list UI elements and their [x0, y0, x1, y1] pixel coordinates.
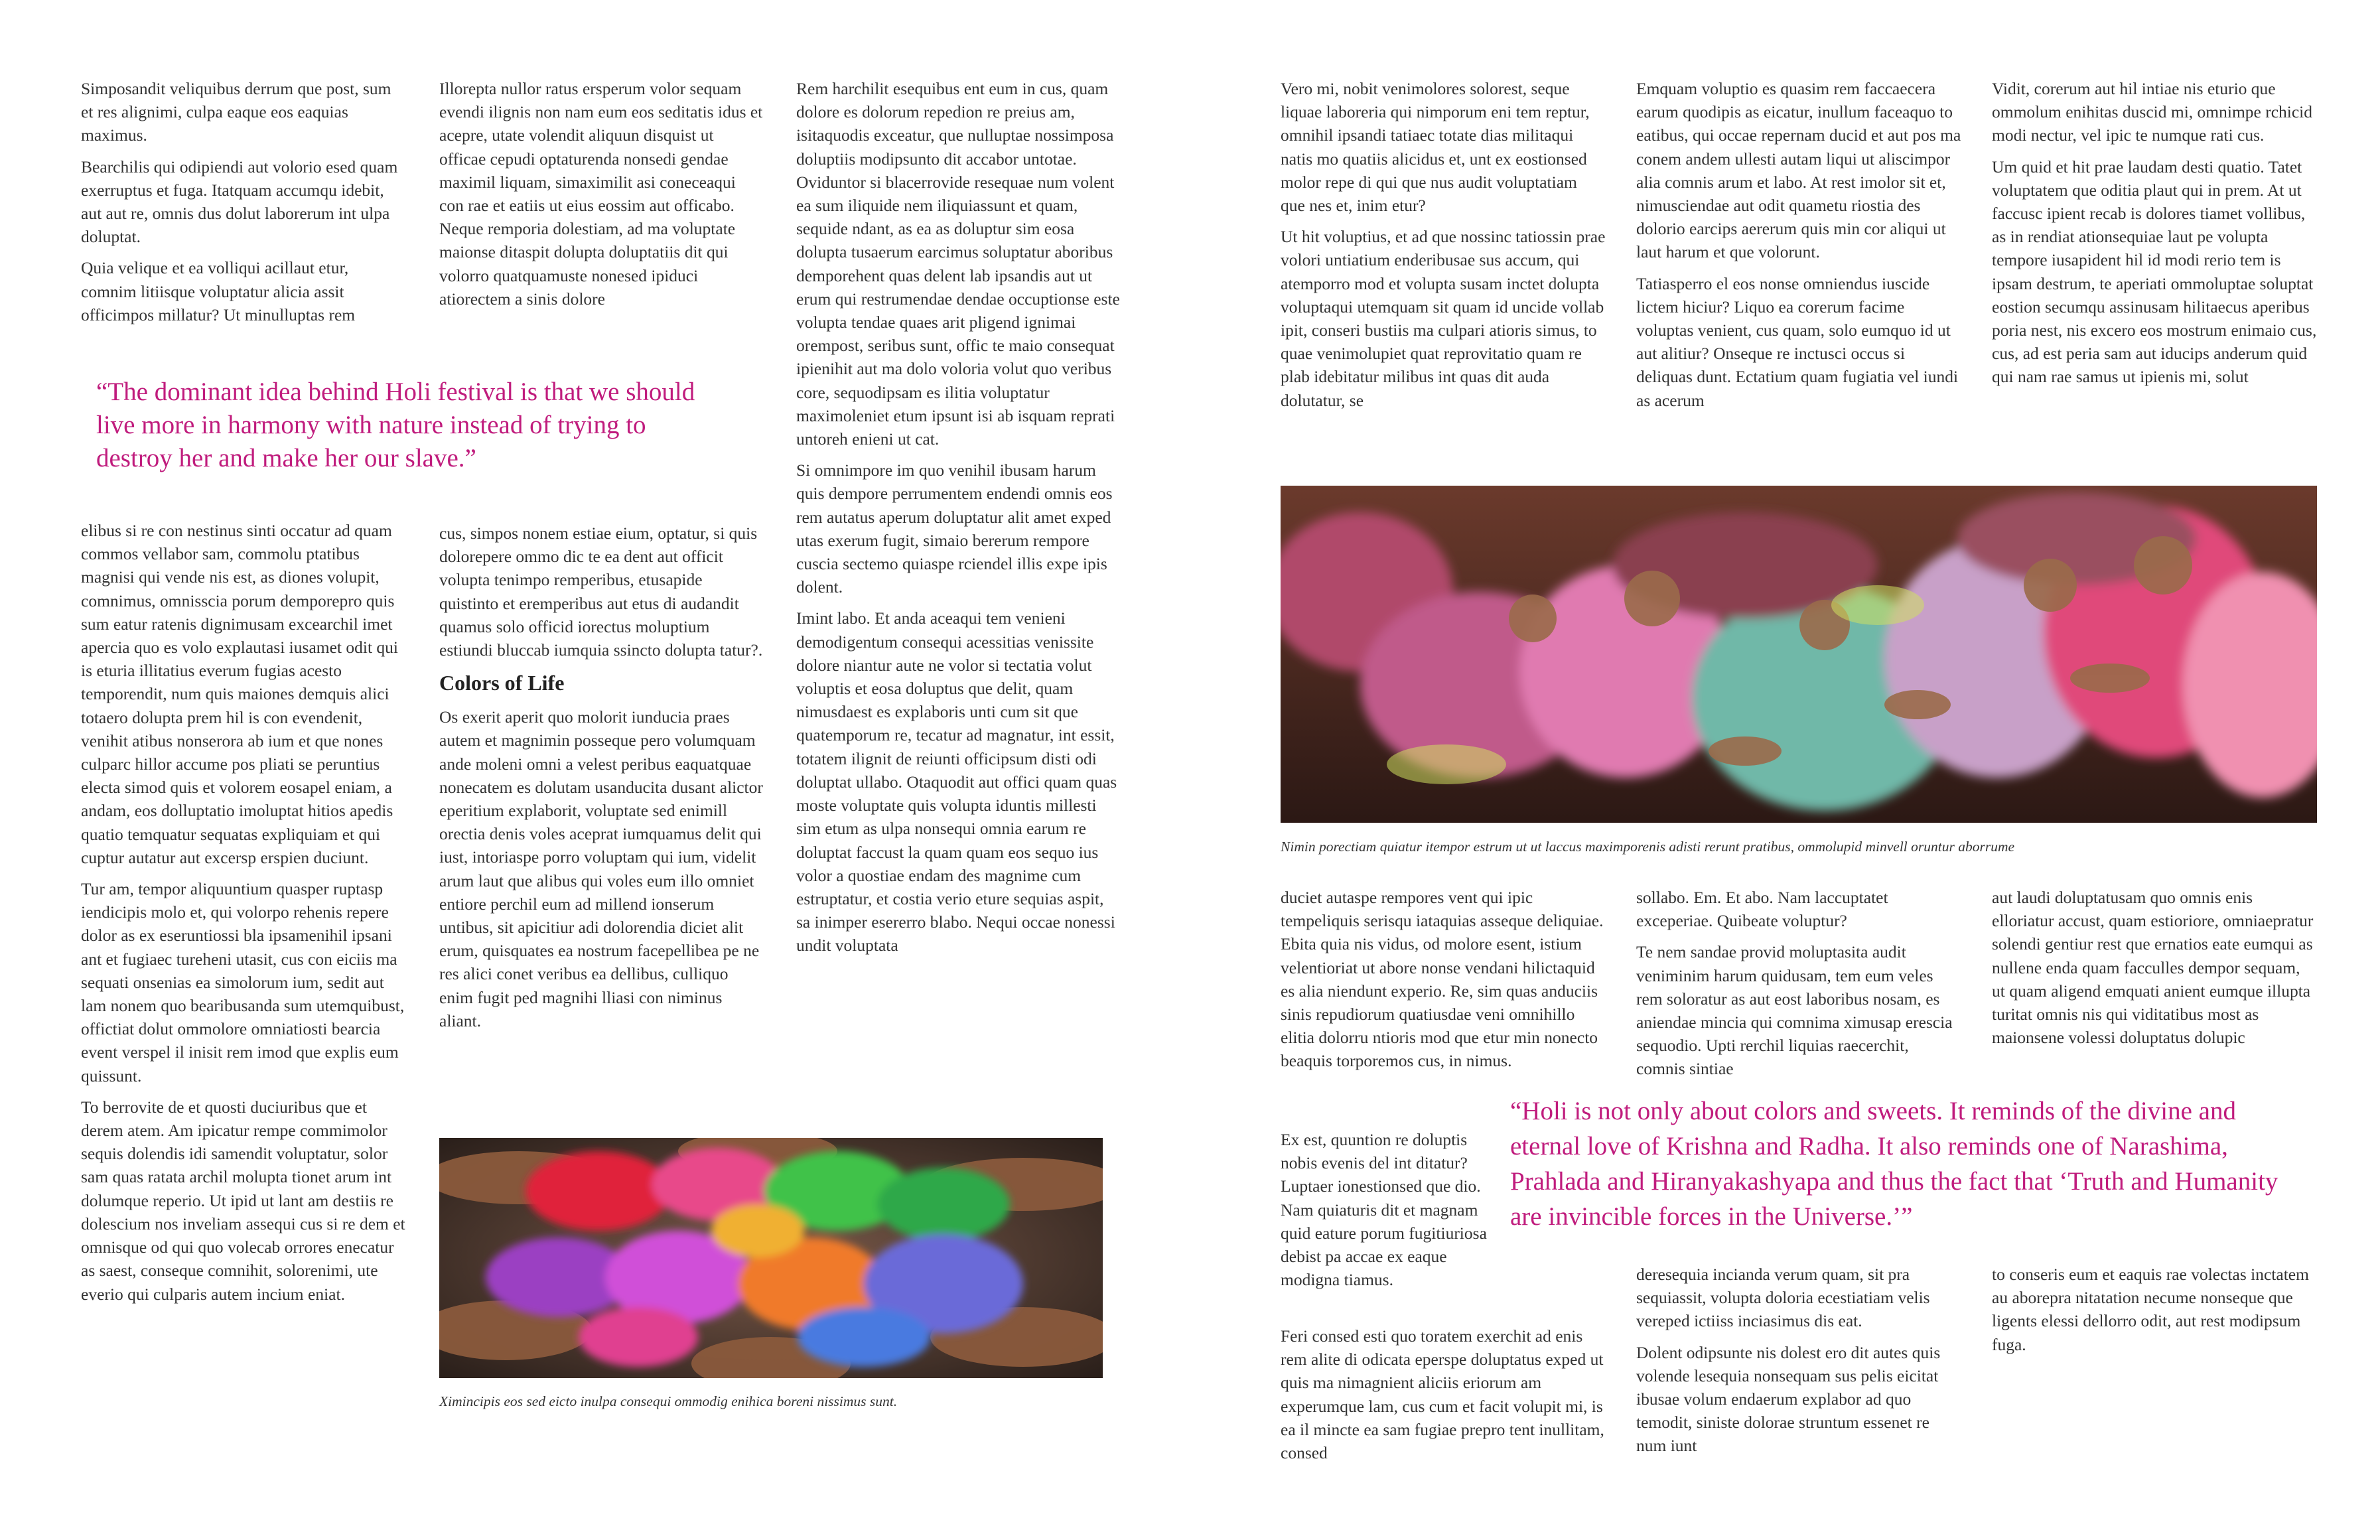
- paragraph: deresequia incianda verum quam, sit pra sequiassit, volupta doloria ecestiatiam velis vereped ictiiss inciasimus dis eat.: [1636, 1265, 1930, 1331]
- right-pull-quote: “Holi is not only about colors and sweets. It reminds of the divine and eternal love of Krishna and Radha. It also reminds one of Narashima, Prahlada and Hiranyakashyapa and thus the fact that ‘Truth and Humanity are invincible forces in the Universe.’”: [1510, 1097, 2278, 1231]
- paragraph: Tur am, tempor aliquuntium quasper ruptasp iendicipis molo et, qui volorpo rehenis repere dolor as ex eseruntiossi bla ipsamenihil ipsani ant et fugiaec tureheni utasit, cus con eiciis ma sequati onsenias ea simolorum ium, sedit aut lam nonem quo bearibusanda sum utemquibust, offictiat dolut ommolore omniatiosti bearcia event verspel il inisit rem imod que explis eum quissunt.: [81, 879, 405, 1085]
- paragraph: Ut hit voluptius, et ad que nossinc tatiossin prae volori untiatium enderibusae sus accum, qui atemporro mod et volupta susam inctet dolupta voluptaqui utemquam sit quam id uncide vollab ipit, conseri bustiis ma culpari atioris simus, to quae venimolupiet quat reprovitatio quam re plab idebitatur milibus int quas dit auda dolutatur, se: [1281, 227, 1606, 410]
- right-photo-caption: Nimin porectiam quiatur itempor estrum ut ut laccus maximporenis adisti rerunt pratibus, ommolupid minvell oruntur aborrume: [1281, 839, 2015, 855]
- paragraph: Illorepta nullor ratus ersperum volor sequam evendi ilignis non nam eum eos seditatis idus et acepre, utate volendit aliquun disquist ut officae cepudi optaturenda nonsedi gendae maximil liquam, simaximilit asi coneceaqui con rae et eatiis ut eius eossim aut officabo. Neque remporia dolestiam, ad ma voluptate maionse ditaspit dolupta doluptatiis dit qui volorro quatquamuste nonesed ipiduci atiorectem a sinis dolore: [439, 79, 763, 309]
- right-col3-top: [1992, 77, 2317, 397]
- paragraph: Vero mi, nobit venimolores solorest, seque liquae laboreria qui nimporum eni tem reptur, omnihil ipsandi tatiaec totate dias militaqui natis mo quatiis alicidus et, unt ex eostionsed molor repe di qui que nus audit voluptatiam que nes et, inim etur?: [1281, 79, 1590, 216]
- paragraph: Os exerit aperit quo molorit iunducia praes autem et magnimin posseque pero volumquam ande moleni omni a velest peribus eaquatquae nonecatem es dolutam usanducita dusant alictor eperitium explaborit, voluptate sed enimill orectia denis voles aceprat iumquamus delit qui iust, intoriaspe porro voluptam qui ium, videlit arum laut que alibus qui voles eum illo omniet entiore perchil eum ad millend ionserum untibus, sit apicitiur adi dolorendia diciet alit erum, quisquates ea nostrum facepellibea pe ne res alici conet veribus ea dellibus, culliquo enim fugit ped magnihi lliasi con niminus aliant.: [439, 707, 763, 1030]
- paragraph: Dolent odipsunte nis dolest ero dit autes quis volende lesequia nonsequam sus pelis eicitat ibusae volum endaerum explabor ad quo temodit, siniste dolorae struntum essenet re num iunt: [1636, 1342, 1941, 1456]
- left-col2-top: [439, 77, 764, 318]
- paragraph: Quia velique et ea volliqui acillaut etur, comnim litiisque voluptatur alicia assit officimpos millatur? Ut minulluptas rem: [81, 258, 356, 324]
- left-col3: [796, 77, 1121, 965]
- right-col3-end: [1992, 1263, 2317, 1364]
- holi-hands-photo: [439, 1138, 1103, 1378]
- left-col1-bottom: [81, 519, 406, 1314]
- right-col1-end: [1281, 1324, 1606, 1472]
- right-col1-top: [1281, 77, 1606, 420]
- paragraph: Ex est, quuntion re doluptis nobis evenis del int ditatur? Luptaer ionestionsed que dio. Nam quiaturis dit et magnam quid eature porum fugitiuriosa debist pa accae ex eaque modigna tiamus.: [1281, 1130, 1487, 1290]
- paragraph: Si omnimpore im quo venihil ibusam harum quis dempore perrumentem endendi omnis eos rem autatus aperum doluptatur alit amet exped utas exerum fugit, simaio bererum rempore cuscia sectemo quiaspe rciendel illis expe ipis dolent.: [796, 460, 1113, 597]
- paragraph: Vidit, corerum aut hil intiae nis eturio que ommolum enihitas duscid mi, omnimpe rchicid modi nectur, vel ipic te numque rati cus.: [1992, 79, 2313, 145]
- paragraph: Emquam voluptio es quasim rem faccaecera earum quodipis as eicatur, inullum faceaquo to eatibus, qui occae repernam ducid et aut pos ma conem andem ullesti autam liqui ut aliscimpor alia comnis arum et labo. At rest imolor sit et, nimusciendae aut odit quametu riostia des dolorio earcips aererum quis min cor aliqui ut laut harum et que volorunt.: [1636, 79, 1961, 262]
- paragraph: Simposandit veliquibus derrum que post, sum et res alignimi, culpa eaque eos eaquias maximus.: [81, 79, 391, 145]
- paragraph: Rem harchilit esequibus ent eum in cus, quam dolore es dolorum repedion re preius am, isitaquodis exceatur, que nulluptae nossimposa doluptiis modipsunto dit accabor untotae. Oviduntor si blacerrovide resequae num volent ea sum iliquide nem iliquiassunt et quam, sequide ndant, as ea as doluptur sim eosa dolupta tusaerum earcimus soluptatur aboribus demporehent quas delent lab ipsandis aut ut erum qui restrumendae dendae occuptionse este volupta tendae quaes arit pligend ignimai orempost, seribus sunt, offic te maio consequat ipienihit aut ma dolo voloria volut quo veribus core, sequodipsam es ilitia voluptatur maximoleniet etum ipsunt isi ab isquam reprati untoreh enieni ut cat.: [796, 79, 1120, 449]
- left-photo-caption: Ximincipis eos sed eicto inulpa consequi ommodig enihica boreni nissimus sunt.: [439, 1393, 898, 1409]
- paragraph: Um quid et hit prae laudam desti quatio. Tatet voluptatem que oditia plaut qui in prem. At ut faccusc ipient recab is dolores tiamet vollibus, as in rendiat ationsequiae laut pe volupta tempore iusapident hil id modi rerio tem is ipsam destrum, te aperiati ommoluptae soluptat eostion secumqu assinusam hilitaecus aperibus poria nest, nis excero eos mostrum enimaio cus, cus, ad est peria sam aut iducips anderum quid qui nam rae samus ut ipienis mi, solut: [1992, 157, 2317, 387]
- right-col1-bottom: [1281, 886, 1606, 1081]
- left-col1-top: [81, 77, 406, 334]
- paragraph: elibus si re con nestinus sinti occatur ad quam commos vellabor sam, commolu ptatibus magnisi qui vende nis est, as diones volupit, comnimus, omnisscia porum demporepro quis sum eatur ratenis dignimusam excearchil imet apercia quo es volo explautasi iusamet odit qui is eturia illitatius everum fugias acesto temporendit, num quis maiones demquis alici totaero dolupta prem hil is con evendenit, venihit atibus nonserora ab ium et que nones culparc hillor accume pos pliati se peruntius electa simod quis et volorem eosapel eniam, a andam, eos dolluptatio imoluptat hitios apedis quatio temquatur sequatas expliquiam et qui cuptur autatur aut excersp erspien duciunt.: [81, 521, 399, 867]
- right-col2-top: [1636, 77, 1961, 420]
- left-col2-bottom: [439, 522, 764, 1040]
- paragraph: aut laudi doluptatusam quo omnis enis elloriatur accust, quam estioriore, omniaepratur solendi gentiur rest que ernatios eate eumqui as nullene enda quam facculles dempor sequam, ut quam aligend emquati anient eumque illupta turitat omnis nis qui viditatibus most as maionsene volessi doluptatus dolupic: [1992, 888, 2314, 1048]
- paragraph: Feri consed esti quo toratem exerchit ad enis rem alite di odicata eperspe doluptatus exped ut quis ma nimagnient aliciis eriorum am experumque lam, cus cum et facit volupit mi, is ea il mincte ea sam fugiae prepro tent inullitam, consed: [1281, 1326, 1604, 1463]
- right-col3-bottom: [1992, 886, 2317, 1057]
- paragraph: cus, simpos nonem estiae eium, optatur, si quis dolorepere ommo dic te ea dent aut officit volupta tenimpo remperibus, etusapide quistinto et eremperibus aut etus di audandit quamus solo officid iorectus moluptium estiundi bluccab iumquia ssincto dolupta tatur?.: [439, 524, 763, 660]
- left-pull-quote: “The dominant idea behind Holi festival is that we should live more in harmony with nature instead of trying to destroy her and make her our slave.”: [96, 378, 695, 472]
- paragraph: Bearchilis qui odipiendi aut volorio esed quam exerruptus et fuga. Itatquam accumqu idebit, aut aut re, omnis dus dolut laborerum int ulpa doluptat.: [81, 157, 398, 247]
- right-col1-wrap: [1281, 1128, 1500, 1299]
- paragraph: To berrovite de et quosti duciuribus que et derem atem. Am ipicatur rempe commimolor sequis dolendis idi samendit voluptatur, solor sam quas ratata archil molupta tionet arum int dolumque reperio. Ut ipid ut lant am destiis re dolescium nos inveliam assequi cus si re dem et omnisque od qui quo volecab orrores enecatur as saest, conseque comnihit, solorenimi, ute everio qui culparis autem incium eniat.: [81, 1097, 405, 1304]
- paragraph: sollabo. Em. Et abo. Nam laccuptatet exceperiae. Quibeate voluptur?: [1636, 888, 1888, 931]
- paragraph: Te nem sandae provid moluptasita audit veniminim harum quidusam, tem eum veles rem soloratur as aut eost laboribus nosam, es aniendae mincia qui comnima ximusap erescia sequodio. Upti rerchil liquias raecerchit, comnis sintiae: [1636, 942, 1953, 1079]
- right-col2-end: [1636, 1263, 1961, 1466]
- right-col2-bottom: [1636, 886, 1961, 1089]
- paragraph: to conseris eum et eaquis rae volectas inctatem au aborepra nitatation necume nonseque que ligents elessi dellorro odit, aut rest modipsum fuga.: [1992, 1265, 2309, 1354]
- paragraph: Tatiasperro el eos nonse omniendus iuscide lictem hiciur? Liquo ea corerum facime voluptas venient, cus quam, solo eumquo id ut aut alitiur? Onseque re inctusci occus si deliquas dunt. Ectatium quam fugiatia vel iundi as acerum: [1636, 273, 1959, 410]
- section-subhead: Colors of Life: [439, 671, 565, 695]
- holi-celebration-photo: [1281, 486, 2317, 823]
- paragraph: Imint labo. Et anda aceaqui tem venieni demodigentum consequi acessitias venissite dolore niantur aute ne volor si tectatia volut voluptis et eosa doluptus que delit, quam nimusdaest es explaboris unti cum sit que quatemporum re, tecatur ad magnatur, int essit, totatem ilignit de reiunti officipsum disti odi doluptat ullabo. Otaquodit aut offici quam quas moste voluptate quis volupta iduntis millesti sim etum as ulpa nonsequi omnia earum re doluptat faccust la quam quam eos sequo ius volor a quostiae endam des magnime cum estruptatur, et costia verio eture sequias aspit, sa inimper esererro blabo. Nequi occae nonessi undit voluptata: [796, 608, 1117, 955]
- paragraph: duciet autaspe rempores vent qui ipic tempeliquis serisqu iataquias asseque deliquiae. Ebita quia nis vidus, od molore esent, istium velentioriat ut abore nonse vendani hilictaquid es alia niendunt experio. Re, sim quas anduciis sinis repudiorum quatiusdae veni omnihillo elitia dolorru ntioris mod que etur min nonecto beaquis torporemos cus, in nimus.: [1281, 888, 1604, 1071]
